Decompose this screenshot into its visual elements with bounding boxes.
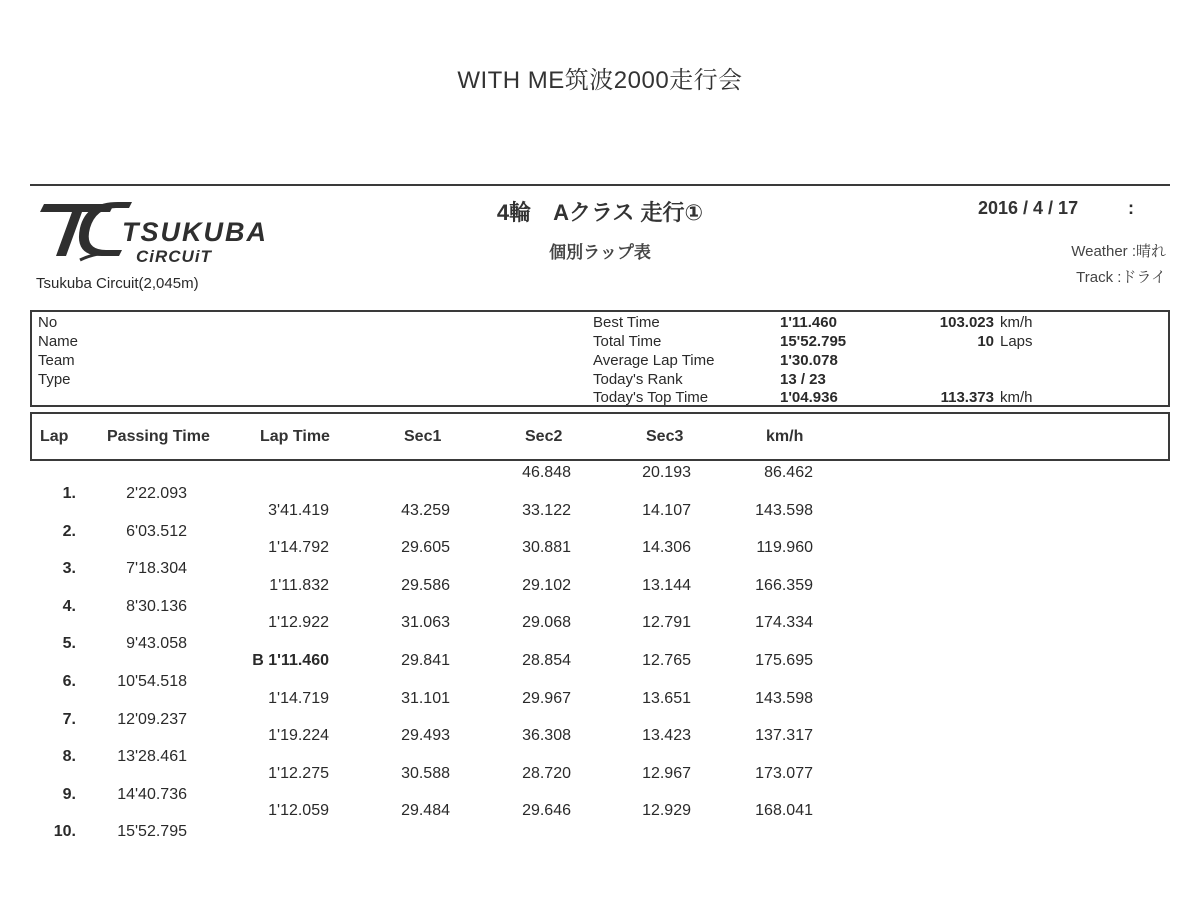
sector-3-time: 14.306 [642, 539, 691, 556]
lap-number: 2. [62, 523, 76, 540]
lap-time: 1'19.224 [268, 727, 329, 744]
top-speed-value: 113.373 [940, 389, 994, 406]
best-speed-unit: km/h [1000, 314, 1033, 331]
date-colon: : [1128, 198, 1134, 218]
logo-text-circuit: CiRCUiT [136, 247, 212, 266]
laps-unit: Laps [1000, 333, 1033, 350]
lap-number: 3. [62, 560, 76, 577]
passing-time: 15'52.795 [117, 823, 187, 840]
sector-1-time: 30.588 [401, 765, 450, 782]
sector-3-time: 12.929 [642, 802, 691, 819]
track-condition-label: Track :ドライ [1076, 269, 1166, 286]
lap-number: 9. [62, 786, 76, 803]
speed-kmh: 168.041 [755, 802, 813, 819]
passing-time: 13'28.461 [117, 748, 187, 765]
best-time-value: 1'11.460 [780, 314, 837, 331]
sector-2-time: 28.854 [522, 652, 571, 669]
sector-2-time: 33.122 [522, 502, 571, 519]
column-header-kmh: km/h [766, 428, 804, 445]
lap-time: 1'11.832 [269, 577, 329, 594]
lap-time: 3'41.419 [268, 502, 329, 519]
info-label-no: No [38, 314, 58, 331]
todays-top-time-value: 1'04.936 [780, 389, 838, 406]
sector-3-time: 13.423 [642, 727, 691, 744]
speed-kmh: 173.077 [755, 765, 813, 782]
lap-time: B 1'11.460 [252, 652, 329, 669]
lap-number: 6. [62, 673, 76, 690]
sector-2-time: 46.848 [522, 464, 571, 481]
column-header-sec3: Sec3 [646, 428, 684, 445]
passing-time: 14'40.736 [117, 786, 187, 803]
sector-1-time: 43.259 [401, 502, 450, 519]
sector-3-time: 13.144 [642, 577, 691, 594]
sector-1-time: 31.101 [401, 690, 450, 707]
passing-time: 2'22.093 [126, 485, 187, 502]
sector-3-time: 12.791 [642, 614, 691, 631]
sector-1-time: 29.841 [401, 652, 450, 669]
sector-3-time: 20.193 [642, 464, 691, 481]
sector-1-time: 29.586 [401, 577, 450, 594]
sector-3-time: 14.107 [642, 502, 691, 519]
sector-2-time: 29.102 [522, 577, 571, 594]
sector-1-time: 31.063 [401, 614, 450, 631]
column-header-lap: Lap [40, 428, 69, 445]
column-header-passing-time: Passing Time [107, 428, 210, 445]
session-date: 2016 / 4 / 17 [978, 198, 1079, 218]
sector-2-time: 29.967 [522, 690, 571, 707]
sector-2-time: 29.068 [522, 614, 571, 631]
total-time-value: 15'52.795 [780, 333, 847, 350]
best-time-label: Best Time [593, 314, 660, 331]
sector-3-time: 12.765 [642, 652, 691, 669]
speed-kmh: 143.598 [755, 502, 813, 519]
average-lap-value: 1'30.078 [780, 352, 838, 369]
speed-kmh: 174.334 [755, 614, 813, 631]
sector-1-time: 29.605 [401, 539, 450, 556]
sector-2-time: 30.881 [522, 539, 571, 556]
column-header-lap-time: Lap Time [260, 428, 330, 445]
total-time-label: Total Time [593, 333, 662, 350]
document-title: WITH ME筑波2000走行会 [457, 67, 743, 94]
sector-3-time: 12.967 [642, 765, 691, 782]
sector-1-time: 29.484 [401, 802, 450, 819]
average-lap-label: Average Lap Time [593, 352, 715, 369]
lap-number: 7. [62, 711, 76, 728]
speed-kmh: 137.317 [755, 727, 813, 744]
sector-1-time: 29.493 [401, 727, 450, 744]
passing-time: 8'30.136 [126, 598, 187, 615]
lap-time: 1'12.059 [268, 802, 329, 819]
lap-number: 5. [62, 635, 76, 652]
column-header-sec1: Sec1 [404, 428, 442, 445]
session-title: 4輪 Aクラス 走行① [496, 200, 704, 225]
top-divider [30, 184, 1170, 186]
weather-label: Weather :晴れ [1071, 243, 1166, 260]
best-speed-value: 103.023 [939, 314, 994, 331]
passing-time: 10'54.518 [117, 673, 187, 690]
info-label-type: Type [38, 371, 71, 388]
laps-count: 10 [977, 333, 994, 350]
todays-rank-value: 13 / 23 [780, 371, 826, 388]
lap-number: 4. [62, 598, 76, 615]
lap-number: 8. [62, 748, 76, 765]
column-header-sec2: Sec2 [525, 428, 563, 445]
sector-2-time: 28.720 [522, 765, 571, 782]
lap-time: 1'12.275 [268, 765, 329, 782]
speed-kmh: 86.462 [764, 464, 813, 481]
info-label-team: Team [38, 352, 75, 369]
logo-text-tsukuba: TSUKUBA [122, 217, 268, 247]
lap-number: 1. [62, 485, 76, 502]
passing-time: 7'18.304 [126, 560, 187, 577]
passing-time: 12'09.237 [117, 711, 187, 728]
session-subtitle: 個別ラップ表 [549, 243, 651, 262]
lap-number: 10. [53, 823, 76, 840]
circuit-name: Tsukuba Circuit(2,045m) [36, 275, 199, 292]
top-speed-unit: km/h [1000, 389, 1033, 406]
sector-2-time: 29.646 [522, 802, 571, 819]
sector-3-time: 13.651 [642, 690, 691, 707]
speed-kmh: 166.359 [755, 577, 813, 594]
passing-time: 9'43.058 [126, 635, 187, 652]
passing-time: 6'03.512 [126, 523, 187, 540]
speed-kmh: 175.695 [755, 652, 813, 669]
todays-top-time-label: Today's Top Time [593, 389, 709, 406]
lap-time: 1'12.922 [268, 614, 329, 631]
speed-kmh: 143.598 [755, 690, 813, 707]
speed-kmh: 119.960 [756, 539, 813, 556]
lap-time: 1'14.792 [268, 539, 329, 556]
lap-time: 1'14.719 [268, 690, 329, 707]
sector-2-time: 36.308 [522, 727, 571, 744]
todays-rank-label: Today's Rank [593, 371, 683, 388]
info-label-name: Name [38, 333, 79, 350]
